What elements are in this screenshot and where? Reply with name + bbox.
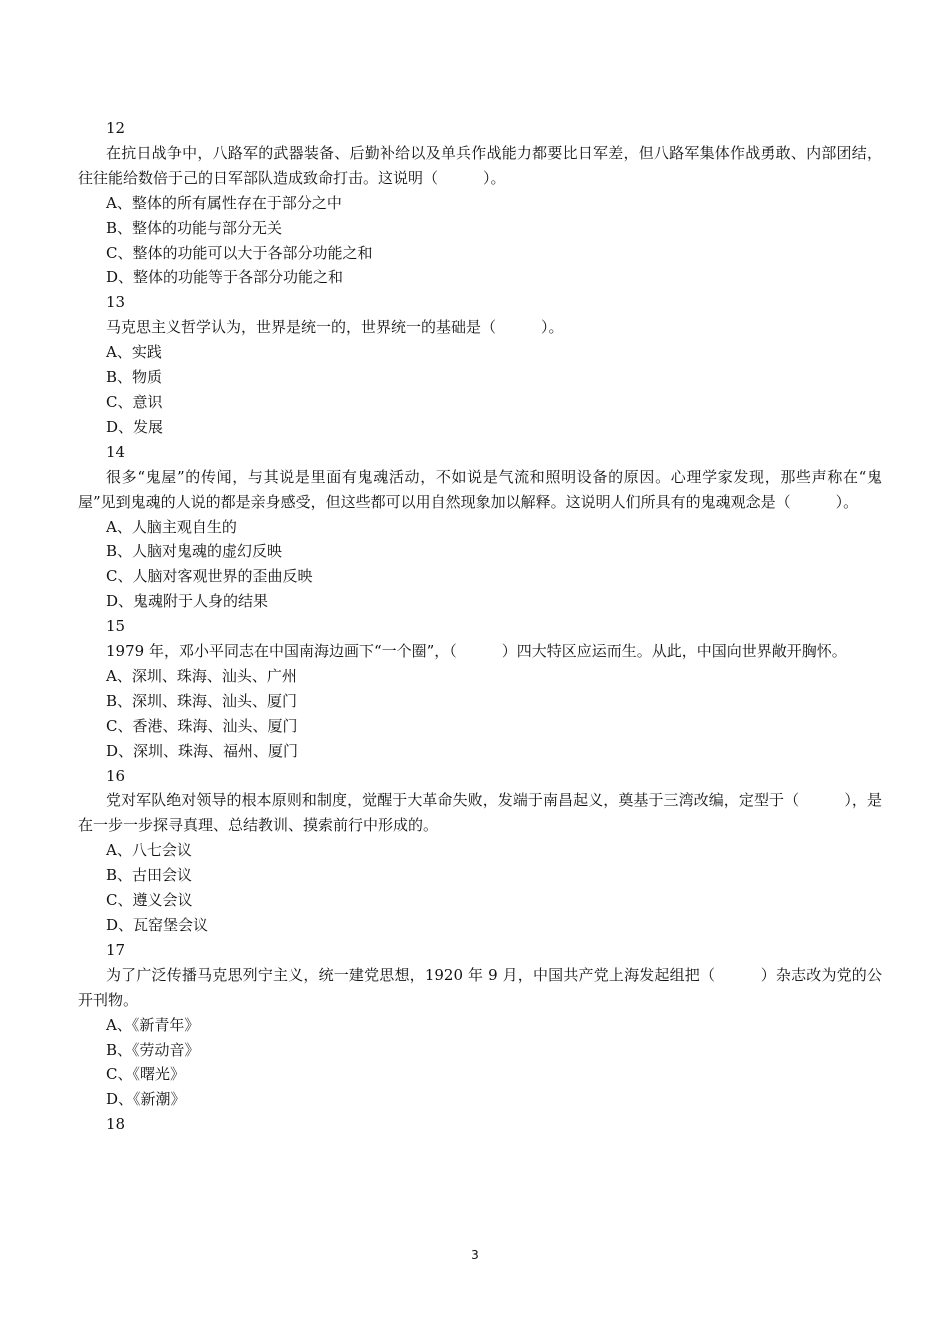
- option-d: D、深圳、珠海、福州、厦门: [106, 741, 299, 760]
- option-b: B、《劳动音》: [106, 1040, 200, 1059]
- question-stem: 很多“鬼屋”的传闻，与其说是里面有鬼魂活动，不如说是气流和照明设备的原因。心理学家发现，那些声称在“鬼屋”见到鬼魂的人说的都是亲身感受，但这些都可以用自然现象加以解释。这说明人们所具有的鬼魂观念是（ ）。: [78, 467, 882, 511]
- question-stem: 党对军队绝对领导的根本原则和制度，觉醒于大革命失败，发端于南昌起义，奠基于三湾改编，定型于（ ），是在一步一步探寻真理、总结教训、摸索前行中形成的。: [78, 791, 882, 835]
- question-number: 14: [106, 442, 126, 461]
- option-c: C、遵义会议: [106, 891, 193, 910]
- question-17: [78, 938, 882, 1112]
- option-d: D、瓦窑堡会议: [106, 916, 209, 934]
- question-number: 12: [106, 119, 126, 137]
- option-b: B、整体的功能与部分无关: [106, 218, 283, 237]
- question-number: 13: [106, 293, 126, 312]
- option-d: D、整体的功能等于各部分功能之和: [106, 268, 344, 287]
- option-b: B、物质: [106, 368, 163, 387]
- question-list: [78, 116, 882, 1137]
- option-c: C、香港、珠海、汕头、厦门: [106, 716, 298, 735]
- question-12: [78, 116, 882, 290]
- option-a: A、《新青年》: [106, 1015, 200, 1034]
- option-b: B、深圳、珠海、汕头、厦门: [106, 691, 298, 710]
- question-number: 16: [106, 766, 126, 785]
- question-number-18: 18: [106, 1115, 126, 1134]
- question-stem: 为了广泛传播马克思列宁主义，统一建党思想，1920 年 9 月，中国共产党上海发起组把（ ）杂志改为党的公开刊物。: [78, 965, 882, 1009]
- option-c: C、整体的功能可以大于各部分功能之和: [106, 243, 373, 262]
- question-number: 15: [106, 617, 126, 636]
- option-a: A、八七会议: [106, 841, 192, 860]
- page-number: 3: [471, 1248, 479, 1262]
- question-16: [78, 764, 882, 938]
- option-c: C、人脑对客观世界的歪曲反映: [106, 567, 313, 586]
- question-14: [78, 440, 882, 614]
- option-b: B、人脑对鬼魂的虚幻反映: [106, 542, 283, 561]
- question-13: [78, 290, 882, 439]
- question-15: [78, 614, 882, 763]
- question-number: 17: [106, 940, 126, 959]
- option-a: A、人脑主观自生的: [106, 517, 237, 536]
- option-a: A、实践: [106, 343, 162, 362]
- option-a: A、深圳、珠海、汕头、广州: [106, 666, 297, 685]
- option-d: D、鬼魂附于人身的结果: [106, 592, 269, 611]
- option-c: C、《曙光》: [106, 1065, 185, 1084]
- question-stem: 在抗日战争中，八路军的武器装备、后勤补给以及单兵作战能力都要比日军差，但八路军集体作战勇敢、内部团结，往往能给数倍于己的日军部队造成致命打击。这说明（ ）。: [78, 143, 882, 187]
- question-stem: 1979 年，邓小平同志在中国南海边画下“一个圈”，（ ）四大特区应运而生。从此，中国向世界敞开胸怀。: [106, 642, 847, 661]
- option-a: A、整体的所有属性存在于部分之中: [106, 193, 342, 212]
- option-c: C、意识: [106, 392, 163, 411]
- question-stem: 马克思主义哲学认为，世界是统一的，世界统一的基础是（ ）。: [106, 318, 564, 337]
- option-d: D、《新潮》: [106, 1090, 186, 1109]
- option-d: D、发展: [106, 417, 164, 436]
- option-b: B、古田会议: [106, 866, 193, 885]
